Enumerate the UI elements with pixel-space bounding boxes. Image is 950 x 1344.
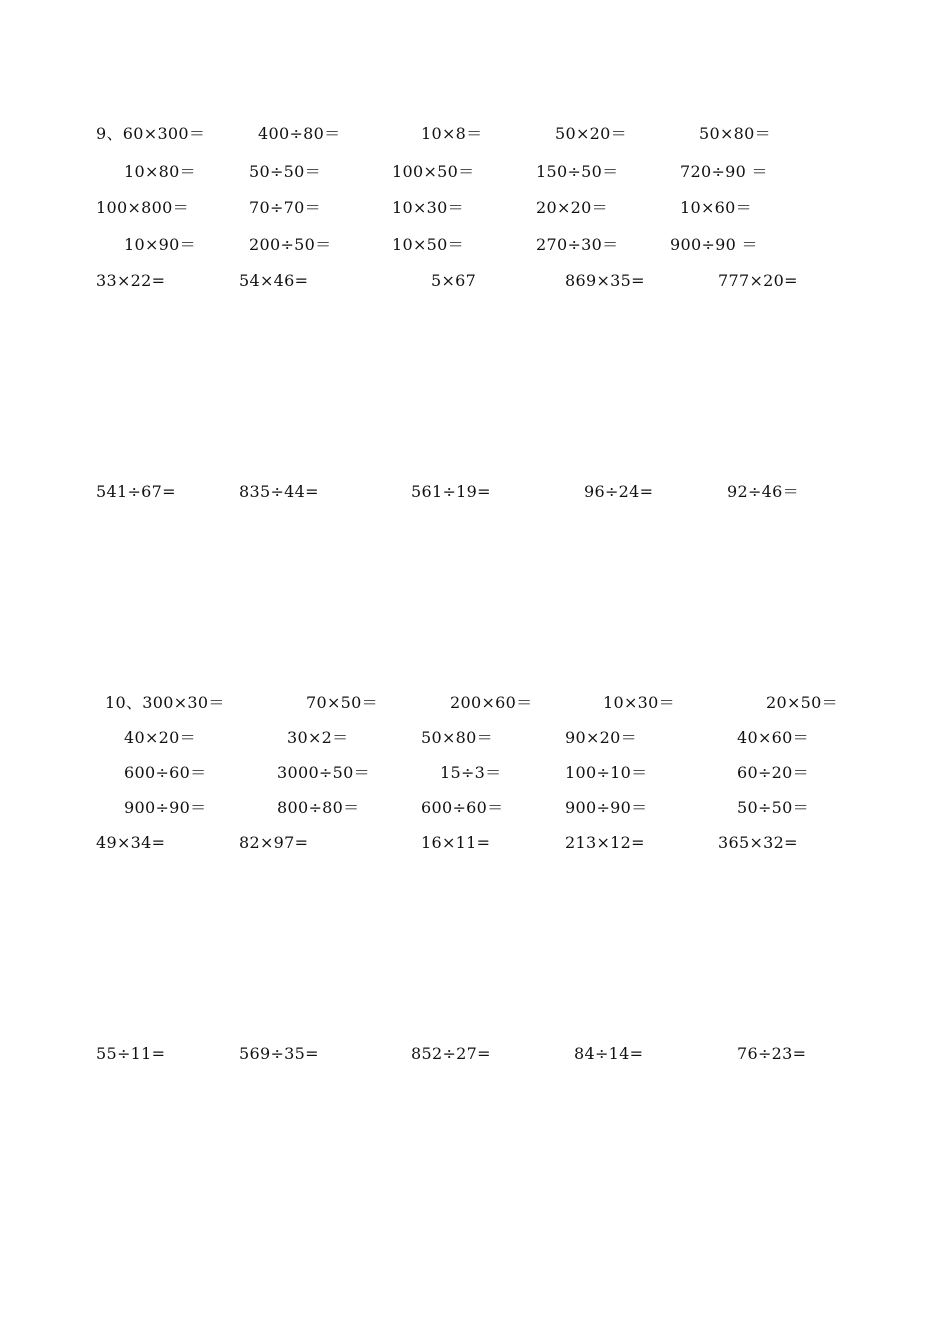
problem: 10×90＝ [124,235,196,254]
section9-row4 [0,234,950,258]
problem: 600÷60＝ [124,763,207,782]
problem: 365×32= [718,833,798,852]
problem: 200×60＝ [450,693,533,712]
section10-row2 [0,727,950,751]
problem: 40×60＝ [737,728,809,747]
problem: 900÷90＝ [565,798,648,817]
section10-row1 [0,692,950,716]
problem: 720÷90 ＝ [680,162,768,181]
problem: 70÷70＝ [249,198,321,217]
problem: 777×20= [718,271,798,290]
problem: 100×50＝ [392,162,475,181]
problem: 852÷27= [411,1044,491,1063]
section10-row6 [0,1043,950,1067]
problem: 50×80＝ [699,124,771,143]
problem: 20×50＝ [766,693,838,712]
problem: 60÷20＝ [737,763,809,782]
problem: 213×12= [565,833,645,852]
problem: 200÷50＝ [249,235,332,254]
problem: 10×30＝ [392,198,464,217]
problem: 50×80＝ [421,728,493,747]
problem: 10×60＝ [680,198,752,217]
problem: 400÷80＝ [258,124,341,143]
problem: 10×30＝ [603,693,675,712]
problem: 16×11= [421,833,491,852]
problem: 150÷50＝ [536,162,619,181]
problem: 96÷24= [584,482,654,501]
problem: 900÷90 ＝ [670,235,758,254]
problem: 50×20＝ [555,124,627,143]
section9-row5 [0,270,950,294]
section9-row1 [0,123,950,147]
problem: 50÷50＝ [249,162,321,181]
problem: 40×20＝ [124,728,196,747]
problem: 50÷50＝ [737,798,809,817]
section9-row6 [0,481,950,505]
problem: 270÷30＝ [536,235,619,254]
problem: 100×800＝ [96,198,189,217]
problem: 100÷10＝ [565,763,648,782]
problem: 33×22= [96,271,166,290]
problem: 49×34= [96,833,166,852]
problem: 9、60×300＝ [96,124,206,143]
problem: 15÷3＝ [440,763,502,782]
problem: 561÷19= [411,482,491,501]
problem: 10、300×30＝ [105,693,225,712]
problem: 3000÷50＝ [277,763,370,782]
problem: 55÷11= [96,1044,166,1063]
section10-row5 [0,832,950,856]
problem: 90×20＝ [565,728,637,747]
section9-row2 [0,161,950,185]
problem: 20×20＝ [536,198,608,217]
problem: 5×67 [431,271,477,290]
problem: 82×97= [239,833,309,852]
section10-row3 [0,762,950,786]
problem: 76÷23= [737,1044,807,1063]
problem: 600÷60＝ [421,798,504,817]
problem: 900÷90＝ [124,798,207,817]
problem: 92÷46＝ [727,482,799,501]
problem: 30×2＝ [287,728,349,747]
problem: 70×50＝ [306,693,378,712]
problem: 541÷67= [96,482,176,501]
problem: 10×50＝ [392,235,464,254]
problem: 869×35= [565,271,645,290]
problem: 800÷80＝ [277,798,360,817]
problem: 569÷35= [239,1044,319,1063]
section10-row4 [0,797,950,821]
problem: 10×8＝ [421,124,483,143]
problem: 10×80＝ [124,162,196,181]
problem: 835÷44= [239,482,319,501]
problem: 54×46= [239,271,309,290]
problem: 84÷14= [574,1044,644,1063]
section9-row3 [0,197,950,221]
